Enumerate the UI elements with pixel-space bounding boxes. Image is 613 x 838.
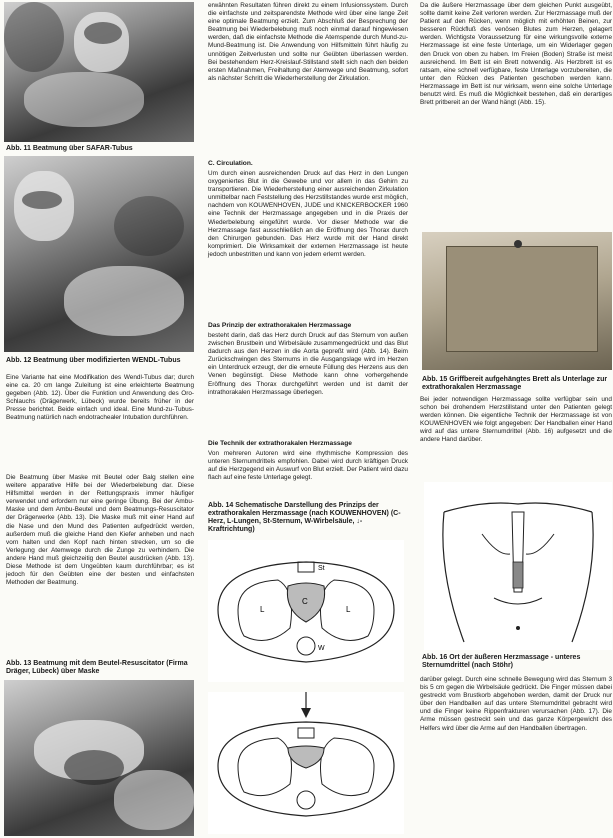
heading-technique: Die Technik der extrathorakalen Herzmassage: [208, 440, 352, 447]
text-col3-top: Da die äußere Herzmassage über dem gleichen Punkt ausgeübt, sollte damit keine Zeit verloren werden. Zur Herzmassage muß der Patient auf den Rücken, wenn möglich mit erhöhten Beinen, zur besseren Rückfluß des venösen Blutes zum Herzen, gelagert werden. Wichtigste Voraussetzung für eine wirkungsvolle externe Herzmassage ist eine feste Unterlage, um ein Widerlager gegen den Druck von oben zu haben. Im Freien (Boden) Straße ist meist ausreichend. Im Bett ist ein Brett notwendig. Als Herzbrett ist es ratsam, eine schnell verfügbare, feste Unterlage vorzubereiten, die unter den Rücken des Patienten geschoben werden kann. Herzmassage im Bett ist nur wirksam, wenn eine solche Unterlage benutzt wird. Es muß die Möglichkeit bestehen, daß ein derartiges Brett pritbereit an der Wand hängt (Abb. 15).: [420, 2, 612, 107]
text-col2-principle: besteht darin, daß das Herz durch Druck auf das Sternum von außen zwischen Brustbein und Wirbelsäule zusammengedrückt und das Blut dadurch aus den Herzen in die Aorta gepreßt wird (Abb. 14). Beim Zurückschwingen des Sternums in die Ausgangslage wird im Herzen ein Unterdruck erzeugt, der die erneute Füllung des Herzens aus den Venen begünstigt. Diese Methode kann ohne vorhergehende Eröffnung des Thorax durchgeführt werden und ist damit der intrathorakalen Herzmassage überlegen.: [208, 332, 408, 396]
text-col2-technique: Von mehreren Autoren wird eine rhythmische Kompression des unteren Sternumdrittels empfohlen. Dabei wird durch kräftigen Druck auf die Herzgegend ein Auswurf von Blut erzielt. Der Patient wird dazu flach auf eine feste Unterlage gelegt.: [208, 450, 408, 482]
text-col2-circulation: Um durch einen ausreichenden Druck auf das Herz in den Lungen oxygeniertes Blut in die Gewebe und vor allem in das Gehirn zu transportieren. Die Wiederherstellung einer ausreichenden Zirkulation unmittelbar nach Feststellung des Herzstillstandes wurde erst möglich, nachdem von KOUWENHOVEN, JUDE und KNICKERBOCKER 1960 eine Technik der Herzmassage angegeben und in die Praxis der Wiederbelebung eingeführt wurde. Vor dieser Methode war die Herzmassage fast ausschließlich an die Eröffnung des Thorax durch den Chirurgen gebunden. Das Herz wurde mit der Hand direkt komprimiert. Die Wirksamkeit der externen Herzmassage ist heute jedoch unbestritten und kann von jedem erlernt werden.: [208, 170, 408, 258]
text-col3-bottom: darüber gelegt. Durch eine schnelle Bewegung wird das Sternum 3 bis 5 cm gegen die Wirbelsäule gedrückt. Die Finger müssen dabei gestreckt vom Brustkorb abgehoben werden, damit der Druck nur über den Handballen auf das untere Sternumdrittel gebracht wird und die Finger keine Rippenfrakturen verursachen (Abb. 17). Die Arme müssen gestreckt sein und das ganze Körpergewicht des Helfers wird über die Arme auf den Handballen übertragen.: [420, 676, 612, 732]
text-col3-mid: Bei jeder notwendigen Herzmassage sollte verfügbar sein und schon bei drohendem Herzstillstand unter den Patienten gelegt werden können. Die eigentliche Technik der Herzmassage ist von KOUWENHOVEN wie folgt angegeben: Der Handballen einer Hand wird auf das untere Sternumdrittel (Abb. 16) aufgesetzt und die andere Hand darüber.: [420, 396, 612, 444]
text-col2-top: erwähnten Resultaten führen direkt zu einem Infusionssystem. Durch die einfachste und zeitsparendste Methode wird über eine lange Zeit eine optimale Beatmung erzielt. Zum Abschluß der Besprechung der Beatmung bei Wiederbelebung muß noch einmal darauf hingewiesen werden, daß die einfachste Methode die Atemspende durch Mund-zu-Mund-Beatmung ist. Die Anwendung von Hilfsmitteln führt häufig zu unnötigen Zeitverlusten und sollte nur Geübten überlassen werden. Bei bestehendem Herz-Kreislauf-Stillstand stellt sich nach den beiden ersten Maßnahmen, Freihaltung der Atemwege und Beatmung, sofort als nächster Schritt die Wiederherstellung der Zirkulation.: [208, 2, 408, 82]
column-middle: [204, 0, 408, 838]
text-col1-para1: Eine Variante hat eine Modifikation des Wendl-Tubus dar; durch eine ca. 20 cm lange Zuleitung ist eine erleichterte Beatmung gegeben (Abb. 12). Über die Funktion und Anwendung des Oro-Schlauchs (Drägerwerk, Lübeck) wurde bereits früher in der Presse berichtet. Beide einfach und ideal. Eine Mund-zu-Tubus-Beatmung natürlich nach endotrachealer Intubation durchführen.: [6, 374, 194, 422]
text-col1-para2: Die Beatmung über Maske mit Beutel oder Balg stellen eine weitere apparative Hilfe bei der Wiederbelebung dar. Diese Hilfsmittel werden in der Rettungspraxis immer häufiger verwendet und erfordern nur eine geringe Übung. Bei der Ambu-Maske und dem Ambu-Beutel und dem Beatmungs-Resuscitator der Drägerwerke (Abb. 13). Die Maske muß mit einer Hand auf die Nase und den Mund des Patienten aufgedrückt werden, außerdem muß die gleiche Hand den Kiefer anheben und nach vorn halten und den Kopf nach hinten strecken, um so die Verlegung der Atemwege durch die Zunge zu verhindern. Die andere Hand muß gleichzeitig den Beutel ausdrücken (Abb. 13). Diese Methode ist dem Ungeübten kaum durchführbar; es ist jedoch für den Geübten eine der besten und einfachsten Methoden der Beatmung.: [6, 474, 194, 587]
figure-11-photo: [4, 2, 194, 142]
figure-15-photo: [422, 232, 612, 370]
caption-fig16: Abb. 16 Ort der äußeren Herzmassage - unteres Sternumdrittel (nach Stöhr): [422, 654, 581, 669]
heading-circulation: C. Circulation.: [208, 160, 253, 167]
column-left: [0, 0, 198, 838]
label-lung-right: L: [346, 605, 351, 614]
figure-14-diagram-top: [208, 540, 404, 682]
figure-14-diagram-bottom: [208, 692, 404, 834]
label-sternum: St: [318, 565, 325, 572]
caption-fig13: Abb. 13 Beatmung mit dem Beutel-Resuscitator (Firma Dräger, Lübeck) über Maske: [6, 660, 188, 675]
label-spine: W: [318, 645, 325, 652]
heading-principle: Das Prinzip der extrathorakalen Herzmassage: [208, 322, 352, 329]
column-right: [416, 0, 613, 838]
label-lung-left: L: [260, 605, 265, 614]
caption-fig15: Abb. 15 Griffbereit aufgehängtes Brett als Unterlage zur extrathorakalen Herzmassage: [422, 376, 608, 391]
caption-fig12: Abb. 12 Beatmung über modifizierten WENDL-Tubus: [6, 357, 181, 364]
caption-fig11: Abb. 11 Beatmung über SAFAR-Tubus: [6, 145, 133, 152]
figure-12-photo: [4, 156, 194, 352]
caption-fig14: Abb. 14 Schematische Darstellung des Prinzips der extrathorakalen Herzmassage (nach KOUWENHOVEN) (C-Herz, L-Lungen, St-Sternum, W-Wirbelsäule, ↓-Kraftrichtung): [208, 502, 401, 533]
label-heart: C: [302, 597, 308, 606]
figure-16-diagram: [424, 482, 612, 650]
figure-13-photo: [4, 680, 194, 836]
